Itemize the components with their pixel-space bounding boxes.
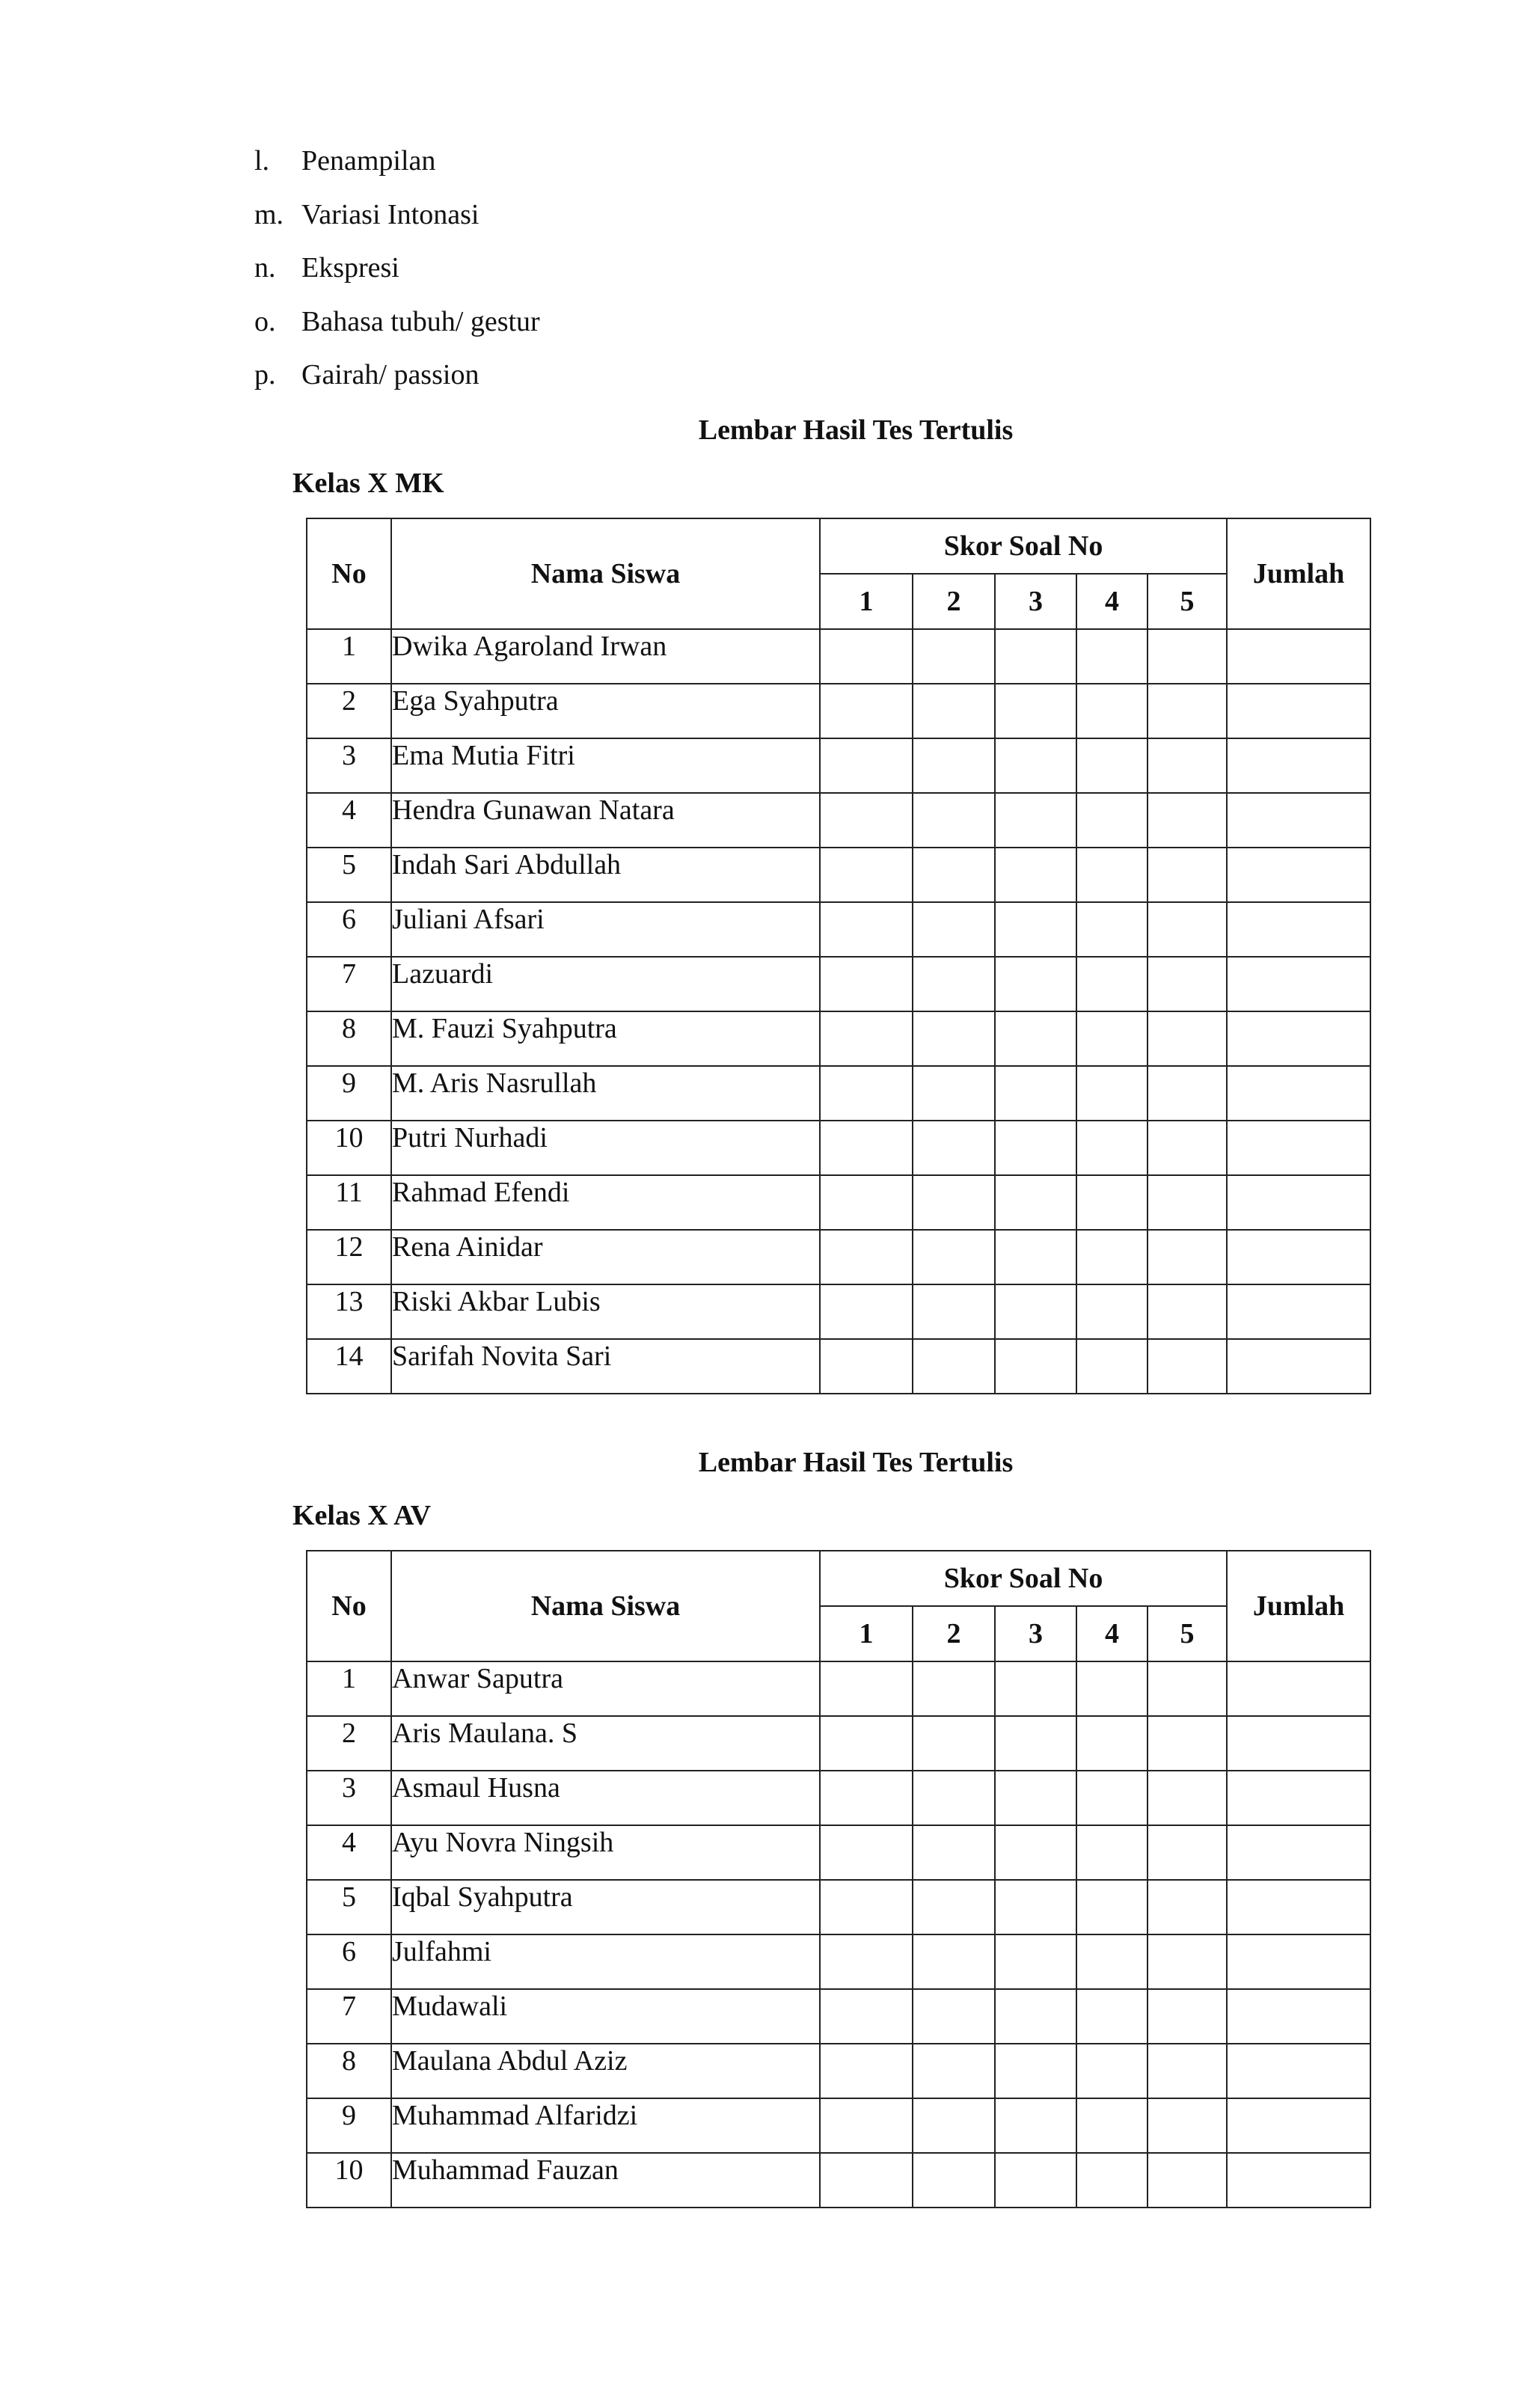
score-cell-soal-1 bbox=[820, 1284, 913, 1339]
score-cell-soal-3 bbox=[995, 1716, 1076, 1771]
jumlah-cell bbox=[1227, 1230, 1370, 1284]
jumlah-cell bbox=[1227, 1661, 1370, 1716]
class-label: Kelas X MK bbox=[292, 468, 444, 499]
score-cell-soal-5 bbox=[1148, 1284, 1227, 1339]
score-cell-soal-5 bbox=[1148, 1121, 1227, 1175]
header-jumlah: Jumlah bbox=[1227, 518, 1370, 629]
student-number: 5 bbox=[307, 1880, 391, 1934]
score-cell-soal-2 bbox=[913, 629, 995, 684]
table-row bbox=[307, 1716, 1370, 1771]
score-cell-soal-3 bbox=[995, 1284, 1076, 1339]
student-rows bbox=[307, 629, 1370, 1394]
jumlah-cell bbox=[1227, 2153, 1370, 2208]
criteria-text: Penampilan bbox=[301, 145, 436, 177]
jumlah-cell bbox=[1227, 738, 1370, 793]
student-name: Ema Mutia Fitri bbox=[391, 738, 820, 793]
score-cell-soal-5 bbox=[1148, 848, 1227, 902]
score-table-mk bbox=[306, 518, 1371, 1394]
class-label: Kelas X AV bbox=[292, 1500, 432, 1531]
score-cell-soal-1 bbox=[820, 1880, 913, 1934]
score-cell-soal-5 bbox=[1148, 793, 1227, 848]
jumlah-cell bbox=[1227, 1825, 1370, 1880]
score-cell-soal-3 bbox=[995, 1825, 1076, 1880]
table-row bbox=[307, 1771, 1370, 1825]
jumlah-cell bbox=[1227, 1989, 1370, 2044]
score-cell-soal-3 bbox=[995, 1771, 1076, 1825]
header-soal-1: 1 bbox=[820, 574, 913, 629]
score-cell-soal-1 bbox=[820, 2044, 913, 2098]
score-cell-soal-1 bbox=[820, 793, 913, 848]
table-row bbox=[307, 793, 1370, 848]
score-cell-soal-5 bbox=[1148, 1934, 1227, 1989]
student-number: 9 bbox=[307, 1066, 391, 1121]
table-row bbox=[307, 902, 1370, 957]
score-cell-soal-3 bbox=[995, 1011, 1076, 1066]
jumlah-cell bbox=[1227, 2098, 1370, 2153]
student-name: Putri Nurhadi bbox=[391, 1121, 820, 1175]
header-soal-4: 4 bbox=[1076, 574, 1148, 629]
score-cell-soal-1 bbox=[820, 1066, 913, 1121]
student-number: 7 bbox=[307, 1989, 391, 2044]
score-cell-soal-3 bbox=[995, 793, 1076, 848]
table-row bbox=[307, 848, 1370, 902]
student-name: M. Aris Nasrullah bbox=[391, 1066, 820, 1121]
score-cell-soal-2 bbox=[913, 1011, 995, 1066]
criteria-text: Variasi Intonasi bbox=[301, 198, 479, 230]
jumlah-cell bbox=[1227, 793, 1370, 848]
score-cell-soal-3 bbox=[995, 902, 1076, 957]
score-cell-soal-1 bbox=[820, 1771, 913, 1825]
student-number: 4 bbox=[307, 1825, 391, 1880]
jumlah-cell bbox=[1227, 1716, 1370, 1771]
score-cell-soal-4 bbox=[1076, 1934, 1148, 1989]
jumlah-cell bbox=[1227, 1175, 1370, 1230]
score-cell-soal-3 bbox=[995, 2044, 1076, 2098]
criteria-marker: n. bbox=[254, 252, 276, 284]
student-name: Anwar Saputra bbox=[391, 1661, 820, 1716]
table-row bbox=[307, 1934, 1370, 1989]
score-cell-soal-3 bbox=[995, 1121, 1076, 1175]
table-row bbox=[307, 957, 1370, 1011]
student-number: 9 bbox=[307, 2098, 391, 2153]
score-cell-soal-5 bbox=[1148, 1880, 1227, 1934]
score-cell-soal-2 bbox=[913, 1989, 995, 2044]
criteria-marker: o. bbox=[254, 305, 276, 337]
score-cell-soal-1 bbox=[820, 629, 913, 684]
jumlah-cell bbox=[1227, 1339, 1370, 1394]
section-title: Lembar Hasil Tes Tertulis bbox=[698, 414, 1014, 446]
score-cell-soal-4 bbox=[1076, 2098, 1148, 2153]
score-cell-soal-2 bbox=[913, 1825, 995, 1880]
jumlah-cell bbox=[1227, 1066, 1370, 1121]
jumlah-cell bbox=[1227, 2044, 1370, 2098]
score-cell-soal-2 bbox=[913, 1175, 995, 1230]
score-cell-soal-2 bbox=[913, 848, 995, 902]
score-cell-soal-3 bbox=[995, 1339, 1076, 1394]
student-name: Indah Sari Abdullah bbox=[391, 848, 820, 902]
header-no: No bbox=[307, 1551, 391, 1661]
score-cell-soal-4 bbox=[1076, 1339, 1148, 1394]
score-cell-soal-1 bbox=[820, 738, 913, 793]
student-name: Rahmad Efendi bbox=[391, 1175, 820, 1230]
header-soal-5: 5 bbox=[1148, 574, 1227, 629]
student-name: Mudawali bbox=[391, 1989, 820, 2044]
header-soal-1: 1 bbox=[820, 1606, 913, 1661]
jumlah-cell bbox=[1227, 1121, 1370, 1175]
table-row bbox=[307, 1121, 1370, 1175]
student-number: 10 bbox=[307, 1121, 391, 1175]
student-number: 8 bbox=[307, 2044, 391, 2098]
score-cell-soal-5 bbox=[1148, 1771, 1227, 1825]
score-cell-soal-3 bbox=[995, 2153, 1076, 2208]
score-cell-soal-2 bbox=[913, 1716, 995, 1771]
student-number: 14 bbox=[307, 1339, 391, 1394]
student-number: 12 bbox=[307, 1230, 391, 1284]
header-soal-2: 2 bbox=[913, 1606, 995, 1661]
score-cell-soal-5 bbox=[1148, 2098, 1227, 2153]
score-cell-soal-2 bbox=[913, 738, 995, 793]
table-row bbox=[307, 2098, 1370, 2153]
student-name: Juliani Afsari bbox=[391, 902, 820, 957]
criteria-marker: m. bbox=[254, 198, 284, 230]
score-cell-soal-1 bbox=[820, 2153, 913, 2208]
score-cell-soal-3 bbox=[995, 1661, 1076, 1716]
student-number: 4 bbox=[307, 793, 391, 848]
student-name: Julfahmi bbox=[391, 1934, 820, 1989]
criteria-text: Ekspresi bbox=[301, 252, 399, 284]
score-cell-soal-4 bbox=[1076, 1121, 1148, 1175]
score-cell-soal-5 bbox=[1148, 902, 1227, 957]
score-cell-soal-3 bbox=[995, 957, 1076, 1011]
score-cell-soal-5 bbox=[1148, 1716, 1227, 1771]
score-cell-soal-2 bbox=[913, 1121, 995, 1175]
table-row bbox=[307, 2044, 1370, 2098]
jumlah-cell bbox=[1227, 957, 1370, 1011]
score-cell-soal-4 bbox=[1076, 957, 1148, 1011]
score-cell-soal-4 bbox=[1076, 848, 1148, 902]
table-row bbox=[307, 1230, 1370, 1284]
student-number: 3 bbox=[307, 1771, 391, 1825]
score-cell-soal-4 bbox=[1076, 1661, 1148, 1716]
score-cell-soal-4 bbox=[1076, 1175, 1148, 1230]
score-cell-soal-4 bbox=[1076, 1230, 1148, 1284]
score-cell-soal-2 bbox=[913, 1066, 995, 1121]
score-cell-soal-1 bbox=[820, 2098, 913, 2153]
score-cell-soal-5 bbox=[1148, 1230, 1227, 1284]
score-cell-soal-4 bbox=[1076, 793, 1148, 848]
score-cell-soal-1 bbox=[820, 848, 913, 902]
score-cell-soal-2 bbox=[913, 1661, 995, 1716]
score-cell-soal-5 bbox=[1148, 1175, 1227, 1230]
score-cell-soal-2 bbox=[913, 2153, 995, 2208]
score-cell-soal-5 bbox=[1148, 738, 1227, 793]
student-number: 7 bbox=[307, 957, 391, 1011]
student-number: 6 bbox=[307, 902, 391, 957]
student-name: Asmaul Husna bbox=[391, 1771, 820, 1825]
score-cell-soal-4 bbox=[1076, 1880, 1148, 1934]
student-number: 6 bbox=[307, 1934, 391, 1989]
score-cell-soal-4 bbox=[1076, 1066, 1148, 1121]
score-cell-soal-2 bbox=[913, 1880, 995, 1934]
score-cell-soal-1 bbox=[820, 1339, 913, 1394]
score-cell-soal-4 bbox=[1076, 1989, 1148, 2044]
criteria-marker: p. bbox=[254, 359, 276, 390]
score-cell-soal-5 bbox=[1148, 1661, 1227, 1716]
jumlah-cell bbox=[1227, 629, 1370, 684]
student-name: Sarifah Novita Sari bbox=[391, 1339, 820, 1394]
student-name: M. Fauzi Syahputra bbox=[391, 1011, 820, 1066]
score-table-av bbox=[306, 1550, 1371, 2208]
student-name: Riski Akbar Lubis bbox=[391, 1284, 820, 1339]
score-cell-soal-1 bbox=[820, 1825, 913, 1880]
student-number: 8 bbox=[307, 1011, 391, 1066]
score-cell-soal-4 bbox=[1076, 902, 1148, 957]
score-cell-soal-4 bbox=[1076, 1284, 1148, 1339]
student-name: Maulana Abdul Aziz bbox=[391, 2044, 820, 2098]
score-cell-soal-2 bbox=[913, 793, 995, 848]
score-cell-soal-1 bbox=[820, 902, 913, 957]
score-cell-soal-2 bbox=[913, 1284, 995, 1339]
jumlah-cell bbox=[1227, 1284, 1370, 1339]
student-number: 5 bbox=[307, 848, 391, 902]
criteria-text: Bahasa tubuh/ gestur bbox=[301, 305, 540, 337]
table-row bbox=[307, 738, 1370, 793]
header-skor-soal: Skor Soal No bbox=[820, 1551, 1227, 1606]
student-number: 1 bbox=[307, 629, 391, 684]
score-cell-soal-5 bbox=[1148, 2044, 1227, 2098]
jumlah-cell bbox=[1227, 902, 1370, 957]
score-cell-soal-3 bbox=[995, 848, 1076, 902]
student-name: Muhammad Fauzan bbox=[391, 2153, 820, 2208]
score-cell-soal-4 bbox=[1076, 2044, 1148, 2098]
table-row bbox=[307, 684, 1370, 738]
score-cell-soal-1 bbox=[820, 1121, 913, 1175]
score-cell-soal-2 bbox=[913, 2098, 995, 2153]
score-cell-soal-3 bbox=[995, 684, 1076, 738]
score-cell-soal-3 bbox=[995, 629, 1076, 684]
score-cell-soal-1 bbox=[820, 1716, 913, 1771]
table-row bbox=[307, 1661, 1370, 1716]
jumlah-cell bbox=[1227, 684, 1370, 738]
student-name: Aris Maulana. S bbox=[391, 1716, 820, 1771]
table-row bbox=[307, 1011, 1370, 1066]
score-cell-soal-5 bbox=[1148, 1825, 1227, 1880]
score-cell-soal-2 bbox=[913, 684, 995, 738]
score-cell-soal-5 bbox=[1148, 957, 1227, 1011]
jumlah-cell bbox=[1227, 1934, 1370, 1989]
jumlah-cell bbox=[1227, 1011, 1370, 1066]
jumlah-cell bbox=[1227, 848, 1370, 902]
score-cell-soal-2 bbox=[913, 1230, 995, 1284]
student-name: Rena Ainidar bbox=[391, 1230, 820, 1284]
score-cell-soal-2 bbox=[913, 1771, 995, 1825]
header-soal-2: 2 bbox=[913, 574, 995, 629]
score-cell-soal-5 bbox=[1148, 1339, 1227, 1394]
table-row bbox=[307, 1175, 1370, 1230]
score-cell-soal-4 bbox=[1076, 1011, 1148, 1066]
student-name: Hendra Gunawan Natara bbox=[391, 793, 820, 848]
score-cell-soal-2 bbox=[913, 902, 995, 957]
table-row bbox=[307, 1066, 1370, 1121]
score-cell-soal-4 bbox=[1076, 1825, 1148, 1880]
student-name: Ayu Novra Ningsih bbox=[391, 1825, 820, 1880]
header-no: No bbox=[307, 518, 391, 629]
score-cell-soal-4 bbox=[1076, 1771, 1148, 1825]
score-cell-soal-3 bbox=[995, 738, 1076, 793]
score-cell-soal-2 bbox=[913, 957, 995, 1011]
student-name: Muhammad Alfaridzi bbox=[391, 2098, 820, 2153]
score-cell-soal-3 bbox=[995, 1230, 1076, 1284]
score-cell-soal-3 bbox=[995, 1989, 1076, 2044]
score-cell-soal-1 bbox=[820, 1934, 913, 1989]
score-cell-soal-3 bbox=[995, 1175, 1076, 1230]
score-cell-soal-3 bbox=[995, 1934, 1076, 1989]
score-cell-soal-1 bbox=[820, 1011, 913, 1066]
student-name: Iqbal Syahputra bbox=[391, 1880, 820, 1934]
jumlah-cell bbox=[1227, 1880, 1370, 1934]
score-cell-soal-4 bbox=[1076, 684, 1148, 738]
score-cell-soal-1 bbox=[820, 1175, 913, 1230]
table-row bbox=[307, 1880, 1370, 1934]
student-number: 3 bbox=[307, 738, 391, 793]
student-number: 10 bbox=[307, 2153, 391, 2208]
table-row bbox=[307, 2153, 1370, 2208]
score-cell-soal-2 bbox=[913, 2044, 995, 2098]
table-row bbox=[307, 1825, 1370, 1880]
student-name: Ega Syahputra bbox=[391, 684, 820, 738]
student-name: Dwika Agaroland Irwan bbox=[391, 629, 820, 684]
score-cell-soal-5 bbox=[1148, 1066, 1227, 1121]
score-cell-soal-3 bbox=[995, 1880, 1076, 1934]
student-number: 11 bbox=[307, 1175, 391, 1230]
student-rows bbox=[307, 1661, 1370, 2208]
score-cell-soal-5 bbox=[1148, 629, 1227, 684]
score-cell-soal-5 bbox=[1148, 1989, 1227, 2044]
score-cell-soal-5 bbox=[1148, 2153, 1227, 2208]
header-soal-4: 4 bbox=[1076, 1606, 1148, 1661]
table-row bbox=[307, 1284, 1370, 1339]
score-cell-soal-1 bbox=[820, 1989, 913, 2044]
header-nama-siswa: Nama Siswa bbox=[391, 1551, 820, 1661]
criteria-text: Gairah/ passion bbox=[301, 359, 479, 390]
score-cell-soal-5 bbox=[1148, 1011, 1227, 1066]
student-number: 13 bbox=[307, 1284, 391, 1339]
student-number: 2 bbox=[307, 1716, 391, 1771]
header-skor-soal: Skor Soal No bbox=[820, 518, 1227, 574]
table-row bbox=[307, 629, 1370, 684]
header-soal-3: 3 bbox=[995, 1606, 1076, 1661]
score-cell-soal-3 bbox=[995, 2098, 1076, 2153]
header-soal-3: 3 bbox=[995, 574, 1076, 629]
score-cell-soal-4 bbox=[1076, 738, 1148, 793]
header-soal-5: 5 bbox=[1148, 1606, 1227, 1661]
header-nama-siswa: Nama Siswa bbox=[391, 518, 820, 629]
student-number: 2 bbox=[307, 684, 391, 738]
score-cell-soal-4 bbox=[1076, 629, 1148, 684]
score-cell-soal-1 bbox=[820, 1661, 913, 1716]
header-jumlah: Jumlah bbox=[1227, 1551, 1370, 1661]
score-cell-soal-5 bbox=[1148, 684, 1227, 738]
score-cell-soal-2 bbox=[913, 1934, 995, 1989]
student-name: Lazuardi bbox=[391, 957, 820, 1011]
score-cell-soal-4 bbox=[1076, 2153, 1148, 2208]
table-row bbox=[307, 1339, 1370, 1394]
score-cell-soal-3 bbox=[995, 1066, 1076, 1121]
score-cell-soal-1 bbox=[820, 957, 913, 1011]
jumlah-cell bbox=[1227, 1771, 1370, 1825]
criteria-marker: l. bbox=[254, 145, 270, 177]
score-cell-soal-1 bbox=[820, 684, 913, 738]
table-row bbox=[307, 1989, 1370, 2044]
score-cell-soal-2 bbox=[913, 1339, 995, 1394]
score-cell-soal-1 bbox=[820, 1230, 913, 1284]
section-title: Lembar Hasil Tes Tertulis bbox=[698, 1447, 1014, 1478]
score-cell-soal-4 bbox=[1076, 1716, 1148, 1771]
student-number: 1 bbox=[307, 1661, 391, 1716]
